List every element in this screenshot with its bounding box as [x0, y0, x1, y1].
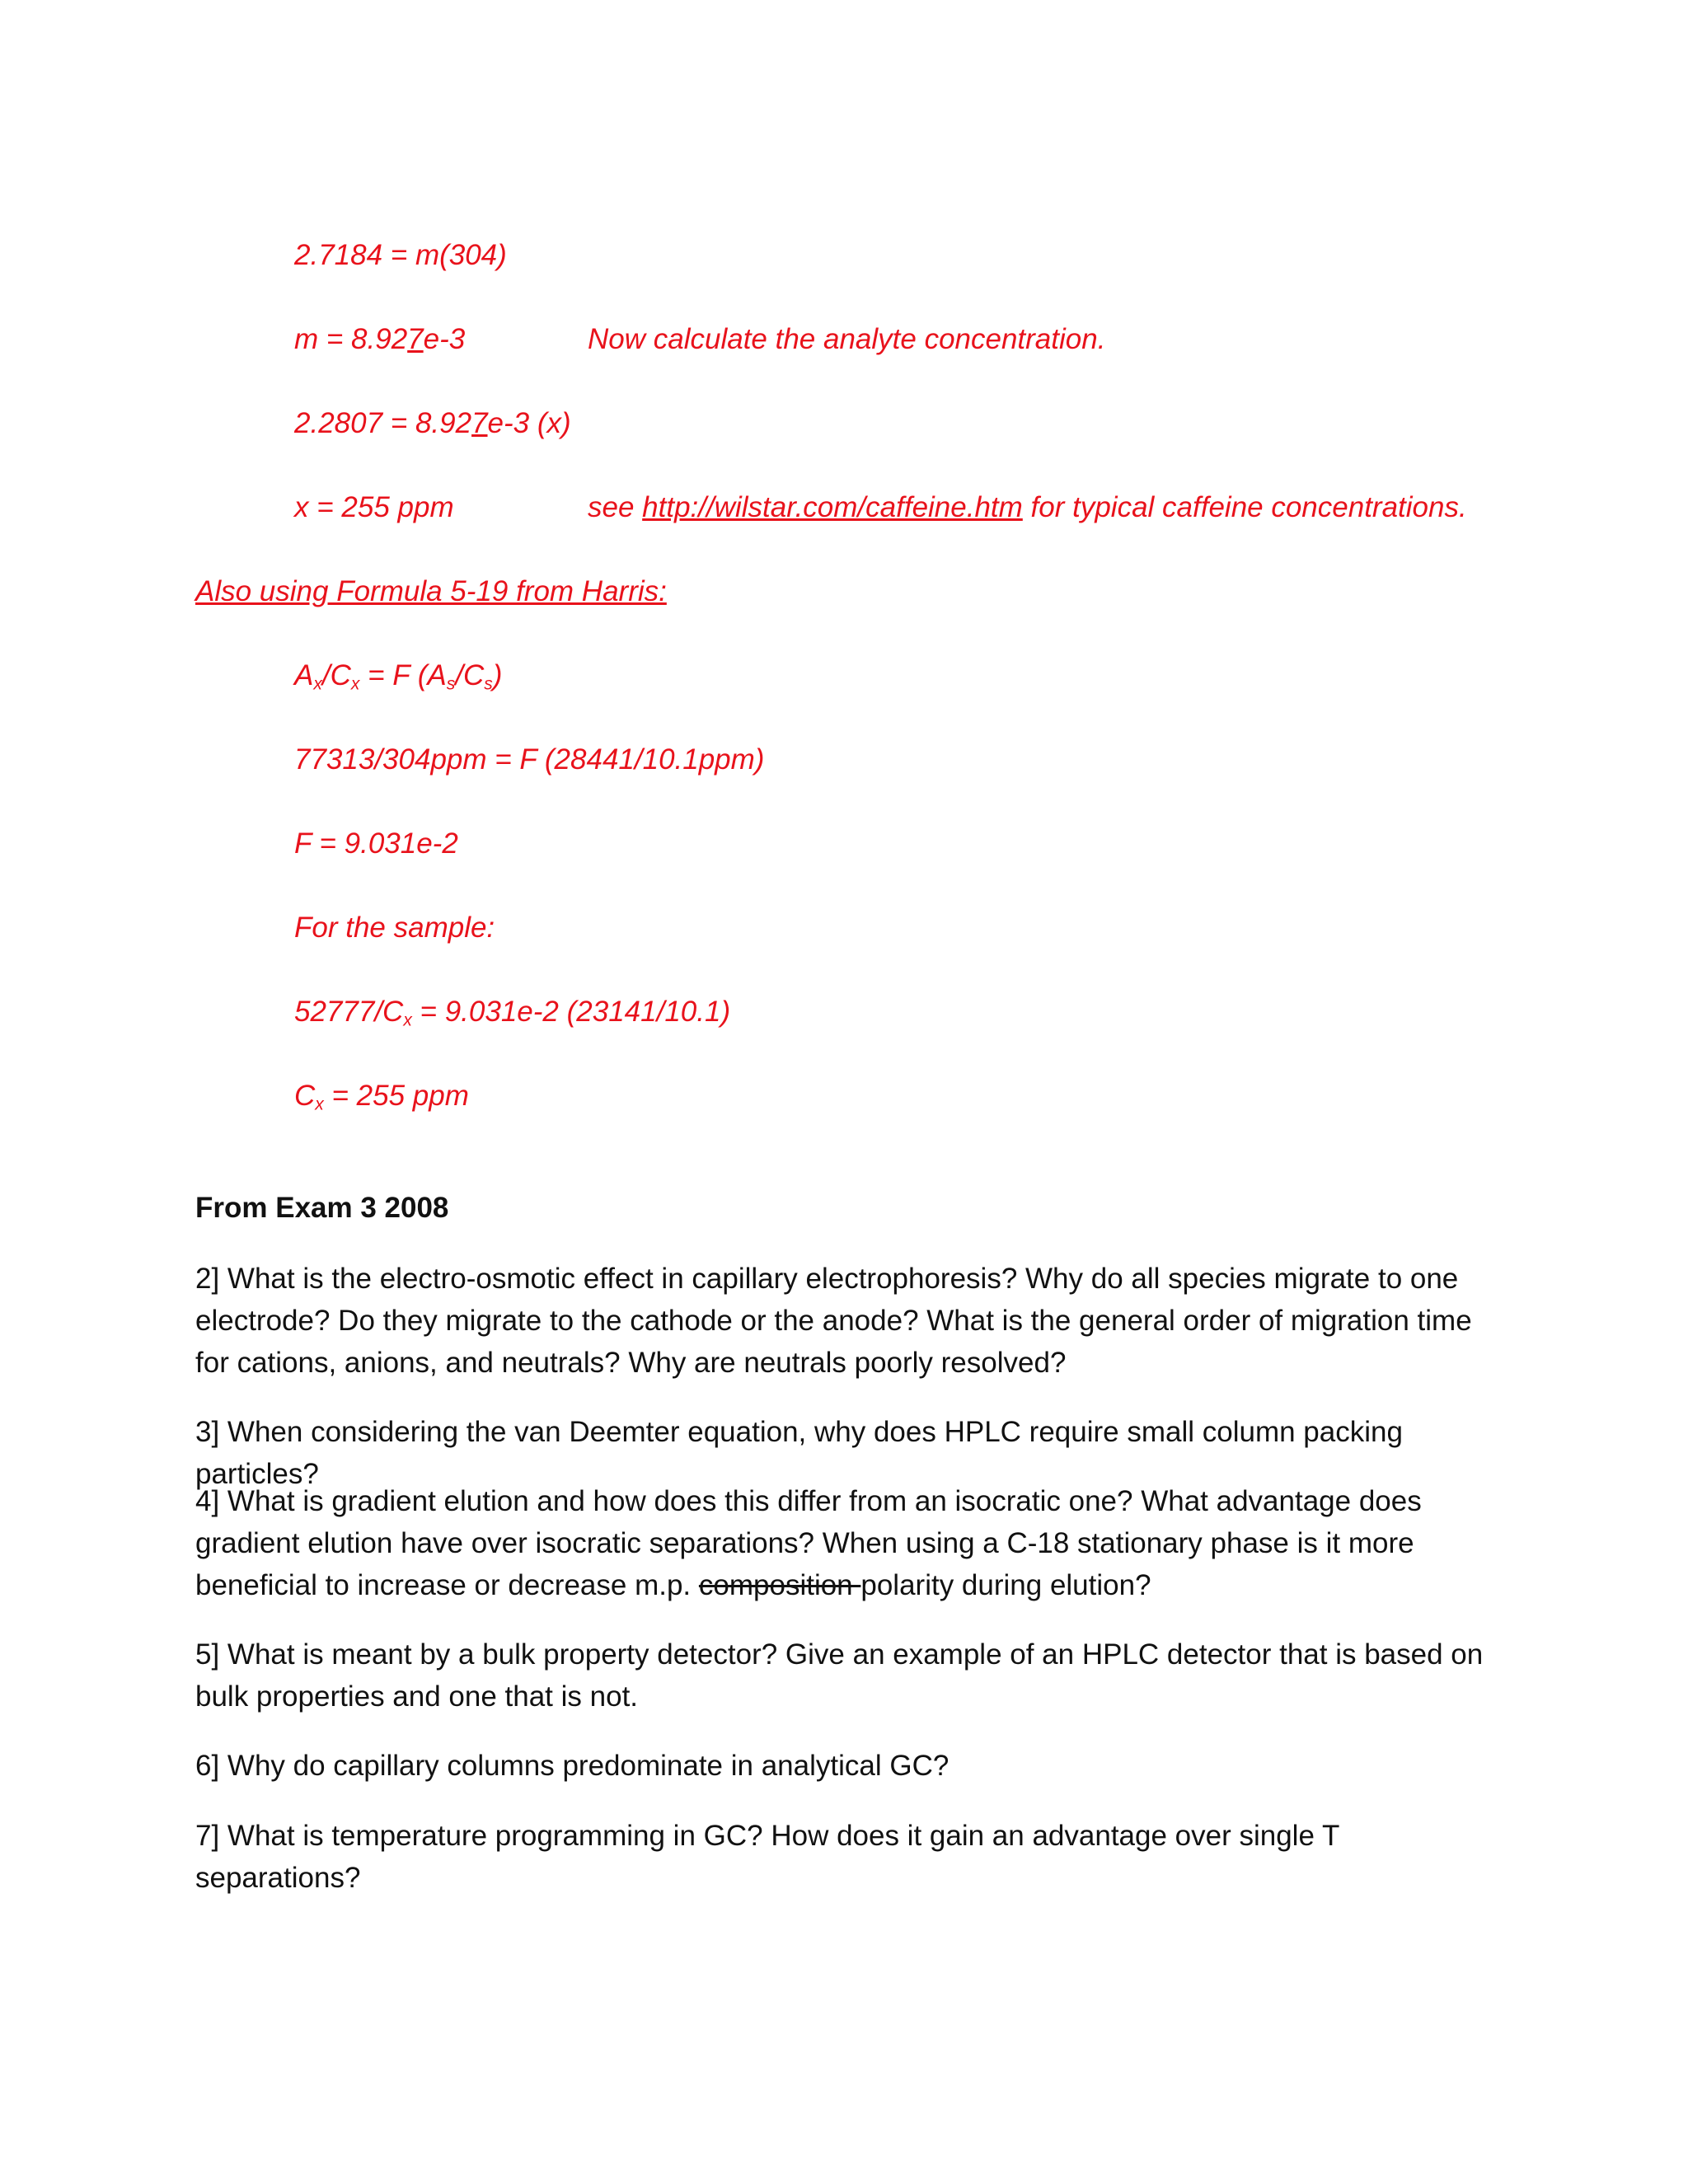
for-the-sample: For the sample: [294, 912, 495, 944]
f-sub: s [446, 674, 456, 694]
eq-text: = 255 ppm [323, 1080, 469, 1112]
f-part: A [294, 659, 314, 691]
q4-text: 4] What is gradient elution and how does this differ from an isocratic one? What advantage does gradient elution have over isocratic separations? When using a C-18 stationary phase is it more beneficial to increase or decrease m.p. [195, 1485, 1422, 1601]
caffeine-link[interactable]: http://wilstar.com/caffeine.htm [642, 491, 1023, 523]
eq-text: e-3 (x) [487, 407, 571, 439]
formula-5-19 [294, 658, 502, 694]
equation-sample [294, 994, 730, 1030]
question-6: 6] Why do capillary columns predominate in analytical GC? [195, 1750, 950, 1782]
eq-sub: x [403, 1010, 412, 1030]
f-part: /C [455, 659, 485, 691]
f-sub: s [484, 674, 493, 694]
equation-slope: 2.7184 = m(304) [294, 239, 507, 271]
question-5: 5] What is meant by a bulk property detector? Give an example of an HPLC detector that is based on bulk properties and one that is not. [195, 1638, 1484, 1713]
question-7: 7] What is temperature programming in GC? How does it gain an advantage over single T separations? [195, 1820, 1339, 1894]
equation-m [294, 321, 465, 358]
eq-text: m = 8.92 [294, 323, 408, 355]
eq-text: = 9.031e-2 (23141/10.1) [411, 996, 731, 1028]
question-4 [195, 1480, 1498, 1606]
eq-sub: x [315, 1094, 324, 1114]
question-2: 2] What is the electro-osmotic effect in capillary electrophoresis? Why do all species migrate to one electrode? Do they migrate to the cathode or the anode? What is the general order of migration time for cations, anions, and neutrals? Why are neutrals poorly resolved? [195, 1263, 1472, 1379]
note-text: for typical caffeine concentrations. [1022, 491, 1467, 523]
note-calculate: Now calculate the analyte concentration. [588, 323, 1106, 355]
f-part: /C [321, 659, 351, 691]
q4-text: polarity during elution? [860, 1569, 1151, 1601]
result-x: x = 255 ppm [294, 491, 454, 523]
result-Cx [294, 1078, 469, 1114]
f-part: ) [492, 659, 503, 691]
eq-text: C [294, 1080, 316, 1112]
also-using-harris: Also using Formula 5-19 from Harris: [195, 575, 667, 607]
q4-struck-word: composition [698, 1569, 861, 1601]
eq-underlined-digit: 7 [471, 407, 488, 439]
equation-standard: 77313/304ppm = F (28441/10.1ppm) [294, 743, 765, 776]
f-sub: x [313, 674, 322, 694]
equation-x [294, 405, 571, 442]
eq-text: 52777/C [294, 996, 404, 1028]
f-part: = F (A [359, 659, 447, 691]
result-F: F = 9.031e-2 [294, 827, 458, 860]
exam-heading: From Exam 3 2008 [195, 1192, 449, 1224]
eq-text: e-3 [423, 323, 466, 355]
eq-underlined-digit: 7 [407, 323, 424, 355]
note-text: see [588, 491, 643, 523]
question-3: 3] When considering the van Deemter equation, why does HPLC require small column packing particles? [195, 1416, 1403, 1490]
note-see-link [588, 490, 1467, 526]
eq-text: 2.2807 = 8.92 [294, 407, 472, 439]
f-sub: x [350, 674, 360, 694]
